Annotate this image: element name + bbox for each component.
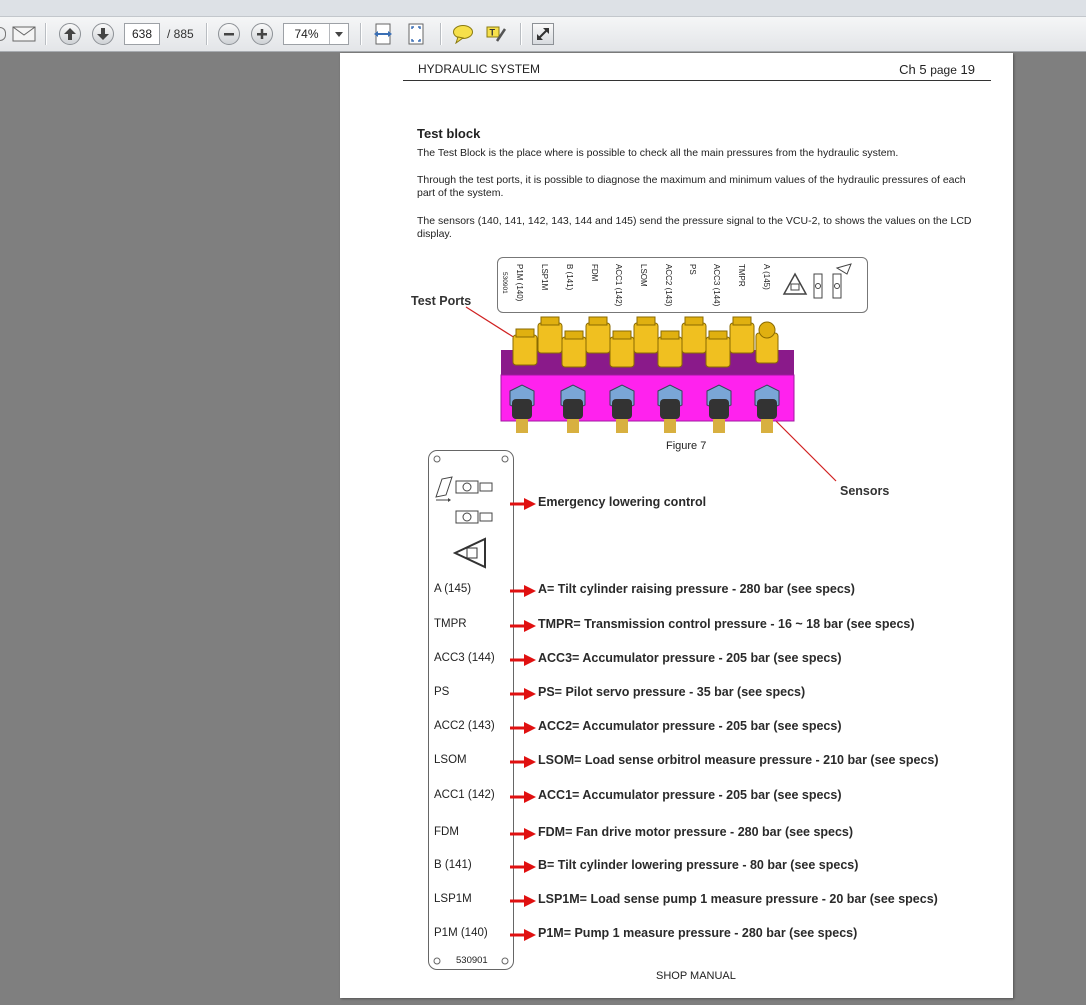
row-code: A (145): [434, 583, 472, 595]
row-description: B= Tilt cylinder lowering pressure - 80 bar (see specs): [538, 858, 859, 872]
block-top: [501, 350, 794, 378]
arrow-up-icon: [64, 28, 76, 40]
row-description: LSOM= Load sense orbitrol measure pressure - 210 bar (see specs): [538, 753, 939, 767]
row-description: ACC1= Accumulator pressure - 205 bar (see specs): [538, 788, 842, 802]
section-header: HYDRAULIC SYSTEM: [418, 62, 541, 76]
row-description: LSP1M= Load sense pump 1 measure pressure - 20 bar (see specs): [538, 892, 938, 906]
emergency-valve-icon: [432, 471, 510, 531]
highlight-text-button[interactable]: [482, 17, 510, 51]
row-code: ACC3 (144): [434, 652, 495, 664]
plus-icon: [256, 28, 268, 40]
zoom-out-button[interactable]: [215, 17, 243, 51]
next-page-button[interactable]: [89, 17, 117, 51]
strip-label: A (145): [762, 264, 771, 290]
row-description: ACC3= Accumulator pressure - 205 bar (see specs): [538, 651, 842, 665]
strip-label: LSP1M: [540, 264, 549, 291]
red-arrow-icon: [510, 895, 536, 907]
svg-text:T: T: [489, 27, 495, 38]
zoom-dropdown[interactable]: [329, 24, 348, 44]
row-code: LSP1M: [434, 893, 472, 905]
expand-button[interactable]: [529, 17, 557, 51]
red-arrow-icon: [510, 620, 536, 632]
row-code: ACC1 (142): [434, 789, 495, 801]
page-footer: SHOP MANUAL: [656, 970, 736, 982]
strip-label: PS: [688, 264, 697, 275]
previous-page-button[interactable]: [56, 17, 84, 51]
strip-label: P1M (140): [515, 264, 524, 302]
row-description: FDM= Fan drive motor pressure - 280 bar (see specs): [538, 825, 854, 839]
strip-label: 530901: [501, 272, 508, 294]
zoom-select[interactable]: [283, 23, 349, 45]
red-arrow-icon: [510, 722, 536, 734]
row-description: A= Tilt cylinder raising pressure - 280 bar (see specs): [538, 582, 855, 596]
paragraph-3: The sensors (140, 141, 142, 143, 144 and 145) send the pressure signal to the VCU-2, to shows the values on the LCD display.: [417, 215, 972, 240]
row-code: FDM: [434, 826, 459, 838]
red-arrow-icon: [510, 791, 536, 803]
plate-id: 530901: [456, 955, 488, 966]
zoom-value: 74%: [294, 27, 319, 41]
strip-label: B (141): [565, 264, 574, 291]
fit-width-button[interactable]: [369, 17, 397, 51]
chevron-down-icon: [335, 32, 343, 37]
figure-caption: Figure 7: [666, 440, 707, 452]
strip-label: ACC2 (143): [664, 264, 673, 307]
email-button[interactable]: [10, 17, 38, 51]
arrow-down-icon: [97, 28, 109, 40]
speech-bubble-icon: [452, 24, 474, 44]
block-body: [501, 375, 794, 421]
minus-icon: [223, 28, 235, 40]
document-page: [340, 53, 1013, 998]
expand-icon: [536, 27, 550, 41]
red-arrow-icon: [510, 585, 536, 597]
window-top-strip: [0, 0, 1086, 17]
red-arrow-icon: [510, 498, 536, 510]
test-block-plate: [428, 450, 514, 970]
strip-label: FDM: [590, 264, 599, 282]
red-arrow-icon: [510, 828, 536, 840]
fit-width-icon: [373, 23, 393, 45]
test-block-figure: [340, 53, 1013, 503]
fit-page-button[interactable]: [402, 17, 430, 51]
row-description: P1M= Pump 1 measure pressure - 280 bar (see specs): [538, 926, 858, 940]
row-description: PS= Pilot servo pressure - 35 bar (see specs): [538, 685, 806, 699]
plate-screw-icon: [433, 957, 441, 965]
strip-label: ACC1 (142): [614, 264, 623, 307]
page-number-input[interactable]: 638: [124, 23, 160, 45]
envelope-icon: [12, 26, 36, 42]
test-ports-label: Test Ports: [411, 294, 472, 308]
plate-screw-icon: [433, 455, 441, 463]
paragraph-2: Through the test ports, it is possible to diagnose the maximum and minimum values of the hydraulic pressures of each part of the system.: [417, 174, 966, 199]
page-header: Ch 5 page 19: [899, 62, 975, 77]
row-description: TMPR= Transmission control pressure - 16 ~ 18 bar (see specs): [538, 617, 915, 631]
row-description: ACC2= Accumulator pressure - 205 bar (see specs): [538, 719, 842, 733]
sensors-label: Sensors: [840, 484, 890, 498]
red-arrow-icon: [510, 929, 536, 941]
row-code: LSOM: [434, 754, 467, 766]
partial-button[interactable]: [0, 17, 6, 51]
section-title: Test block: [417, 126, 481, 141]
pdf-toolbar: [0, 17, 1086, 52]
highlighter-icon: [485, 24, 507, 44]
red-arrow-icon: [510, 688, 536, 700]
row-code: B (141): [434, 859, 472, 871]
row-code: P1M (140): [434, 927, 488, 939]
emergency-label: Emergency lowering control: [538, 495, 707, 509]
page-total: / 885: [167, 27, 194, 41]
strip-label: LSOM: [639, 264, 648, 287]
row-code: PS: [434, 686, 450, 698]
sensors-leader: [776, 421, 836, 481]
row-code: TMPR: [434, 618, 467, 630]
paragraph-1: The Test Block is the place where is possible to check all the main pressures from the hydraulic system.: [417, 147, 899, 159]
strip-label: TMPR: [737, 264, 746, 287]
zoom-in-button[interactable]: [248, 17, 276, 51]
red-arrow-icon: [510, 654, 536, 666]
plate-screw-icon: [501, 957, 509, 965]
warning-triangle-icon: [453, 537, 489, 569]
row-code: ACC2 (143): [434, 720, 495, 732]
comment-button[interactable]: [449, 17, 477, 51]
red-arrow-icon: [510, 861, 536, 873]
plate-screw-icon: [501, 455, 509, 463]
fit-page-icon: [406, 23, 426, 45]
red-arrow-icon: [510, 756, 536, 768]
strip-label: ACC3 (144): [712, 264, 721, 307]
